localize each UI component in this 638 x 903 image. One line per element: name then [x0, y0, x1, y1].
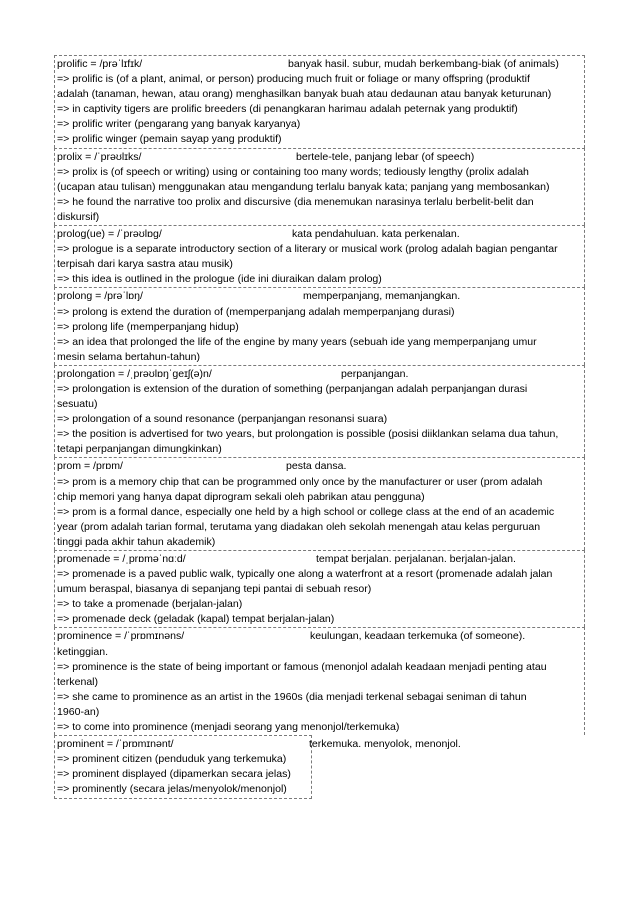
headword: prolong = /prəˈlɒŋ/	[57, 290, 143, 303]
entry-header	[57, 227, 582, 242]
definition-line: terpisah dari karya sastra atau musik)	[57, 258, 233, 271]
example-line: 1960-an)	[57, 705, 100, 718]
entry-prom	[54, 457, 585, 550]
definition-line: => prom is a memory chip that can be programmed only once by the manufacturer or user (prom adalah	[57, 475, 543, 488]
definition-line: => prominence is the state of being important or famous (menonjol adalah keadaan menjadi penting atau	[57, 660, 547, 673]
definition-line: year (prom adalah tarian formal, terutama yang diadakan oleh sekolah menengah atau kelas perguruan	[57, 520, 541, 533]
translation: pesta dansa.	[286, 460, 347, 473]
entry-prolongation	[54, 365, 585, 458]
definition-line: => prolific is (of a plant, animal, or person) producing much fruit or foliage or many offspring (produktif	[57, 73, 530, 86]
example-line: => this idea is outlined in the prologue (ide ini diuraikan dalam prolog)	[57, 273, 382, 286]
definition-line: chip memori yang hanya dapat diprogram sekali oleh pabrikan atau pengguna)	[57, 490, 425, 503]
translation: tempat berjalan. perjalanan. berjalan-jalan.	[316, 553, 516, 565]
dictionary-page	[54, 55, 585, 799]
headword: prolix = /ˈprəʊlɪks/	[57, 150, 142, 163]
definition-line: (ucapan atau tulisan) menggunakan atau mengandung terlalu banyak kata; panjang yang membosankan)	[57, 180, 550, 193]
example-line: => prolong life (memperpanjang hidup)	[57, 320, 239, 333]
definition-line: tinggi pada akhir tahun akademik)	[57, 535, 216, 548]
definition-line: => prologue is a separate introductory section of a literary or musical work (prolog adalah bagian pengantar	[57, 243, 558, 256]
entry-prolific	[54, 55, 585, 148]
translation: banyak hasil. subur, mudah berkembang-biak (of animals)	[288, 58, 559, 70]
entry-prolong	[54, 287, 585, 364]
entry-header	[57, 459, 582, 474]
entry-header	[57, 737, 461, 752]
example-line: mesin selama bertahun-tahun)	[57, 350, 201, 363]
entry-prologue	[54, 225, 585, 287]
example-line: => promenade deck (geladak (kapal) tempat berjalan-jalan)	[57, 613, 335, 626]
example-line: => the position is advertised for two years, but prolongation is possible (posisi diiklankan selama dua tahun,	[57, 428, 559, 441]
definition-line: terkenal)	[57, 675, 99, 688]
definition-line: => promenade is a paved public walk, typically one along a waterfront at a resort (promenade adalah jalan	[57, 568, 553, 581]
example-line: => prominent displayed (dipamerkan secara jelas)	[57, 768, 291, 781]
example-line: => he found the narrative too prolix and discursive (dia menemukan narasinya terlalu berbelit-belit dan	[57, 195, 534, 208]
example-line: => prolific winger (pemain sayap yang produktif)	[57, 133, 282, 146]
entry-header	[57, 367, 582, 382]
translation: memperpanjang, memanjangkan.	[303, 290, 461, 303]
entry-promenade	[54, 550, 585, 627]
entry-header	[57, 552, 582, 567]
entry-header	[57, 289, 582, 304]
example-line: => prolific writer (pengarang yang banyak karyanya)	[57, 118, 301, 131]
definition-line: adalah (tanaman, hewan, atau orang) menghasilkan banyak buah atau dedaunan atau banyak keturunan)	[57, 88, 552, 101]
headword: prominent = /ˈprɒmɪnənt/	[57, 738, 174, 751]
definition-line: => prolongation is extension of the duration of something (perpanjangan adalah perpanjangan durasi	[57, 382, 528, 395]
translation: terkemuka. menyolok, menonjol.	[309, 738, 461, 751]
translation-continued: ketinggian.	[57, 645, 109, 658]
translation: bertele-tele, panjang lebar (of speech)	[296, 150, 475, 163]
translation: keulungan, keadaan terkemuka (of someone).	[310, 630, 526, 643]
headword: prolongation = /ˌprəʊlɒŋˈɡeɪʃ(ə)n/	[57, 367, 212, 380]
translation: kata pendahuluan. kata perkenalan.	[292, 228, 460, 241]
definition-line: => prolix is (of speech or writing) using or containing too many words; tediously lengthy (prolix adalah	[57, 165, 529, 178]
entry-prolix	[54, 148, 585, 225]
definition-line: umum beraspal, biasanya di sepanjang tepi pantai di sebuah resor)	[57, 583, 372, 596]
headword: prom = /prɒm/	[57, 460, 123, 473]
example-line: => to come into prominence (menjadi seorang yang menonjol/terkemuka)	[57, 721, 400, 734]
entry-prominent	[54, 735, 461, 798]
headword: promenade = /ˌprɒməˈnɑːd/	[57, 553, 186, 565]
headword: prolog(ue) = /ˈprəʊlɒɡ/	[57, 228, 162, 241]
definition-line: => prom is a formal dance, especially one held by a high school or college class at the end of an academic	[57, 505, 555, 518]
example-line: tetapi perpanjangan dimungkinkan)	[57, 443, 222, 456]
definition-line: sesuatu)	[57, 398, 98, 411]
headword: prolific = /prəˈlɪfɪk/	[57, 58, 143, 70]
example-line: => she came to prominence as an artist in the 1960s (dia menjadi terkenal sebagai seniman di tahun	[57, 690, 527, 703]
example-line: => to take a promenade (berjalan-jalan)	[57, 598, 243, 611]
example-line: => an idea that prolonged the life of the engine by many years (sebuah ide yang memperpanjang umur	[57, 335, 537, 348]
example-line: => prominent citizen (penduduk yang terkemuka)	[57, 753, 287, 766]
entry-header	[57, 150, 582, 165]
headword: prominence = /ˈprɒmɪnəns/	[57, 630, 185, 643]
example-line: => prominently (secara jelas/menyolok/menonjol)	[57, 783, 287, 796]
example-line: => prolongation of a sound resonance (perpanjangan resonansi suara)	[57, 413, 388, 426]
entry-prominence	[54, 627, 585, 735]
example-line: diskursif)	[57, 210, 100, 223]
definition-line: => prolong is extend the duration of (memperpanjang adalah memperpanjang durasi)	[57, 305, 455, 318]
translation: perpanjangan.	[341, 367, 409, 380]
entry-header	[57, 57, 582, 72]
example-line: => in captivity tigers are prolific breeders (di penangkaran harimau adalah peternak yang produktif)	[57, 103, 518, 116]
entry-header	[57, 629, 582, 644]
